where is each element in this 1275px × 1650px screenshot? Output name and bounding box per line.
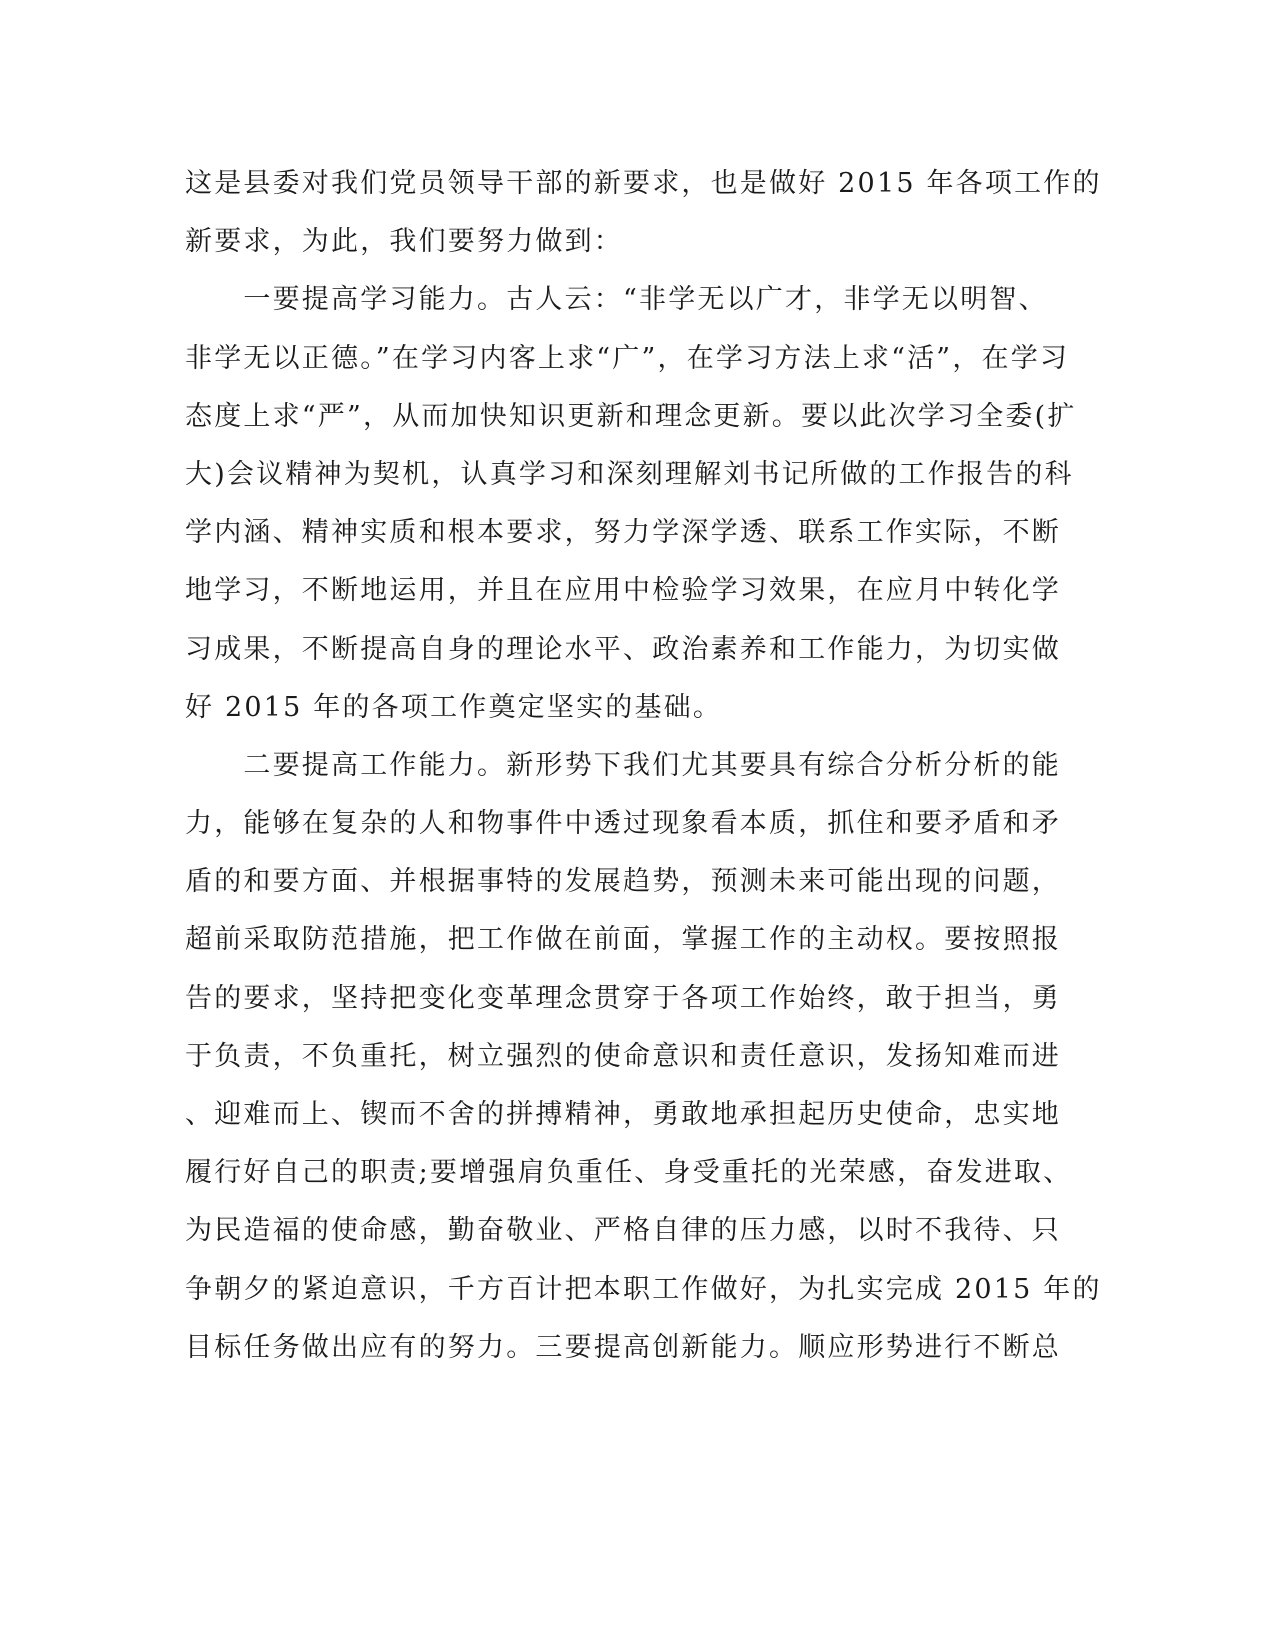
text-line-2: 新要求，为此，我们要努力做到：	[185, 226, 623, 258]
text-line-18: 履行好自己的职责;要增强肩负重任、身受重托的光荣感，奋发进取、	[185, 1157, 1073, 1189]
text-line-20: 争朝夕的紧迫意识，千方百计把本职工作做好，为扎实完成 2015 年的	[185, 1273, 1102, 1305]
text-line-1: 这是县委对我们党员领导干部的新要求，也是做好 2015 年各项工作的	[185, 168, 1102, 199]
text-line-6: 大)会议精神为契机，认真学习和深刻理解刘书记所做的工作报告的科	[185, 458, 1074, 490]
text-line-9: 习成果，不断提高自身的理论水平、政治素养和工作能力，为切实做	[185, 633, 1061, 665]
text-line-4: 非学无以正德。”在学习内客上求“广”，在学习方法上求“活”，在学习	[185, 342, 1070, 374]
text-line-16: 于负责，不负重托，树立强烈的使命意识和责任意识，发扬知难而进	[185, 1040, 1061, 1072]
text-line-7: 学内涵、精神实质和根本要求，努力学深学透、联系工作实际，不断	[185, 517, 1061, 549]
text-line-8: 地学习，不断地运用，并且在应用中检验学习效果，在应月中转化学	[185, 575, 1061, 607]
text-line-12: 力，能够在复杂的人和物事件中透过现象看本质，抓住和要矛盾和矛	[185, 808, 1061, 840]
text-line-14: 超前采取防范措施，把工作做在前面，掌握工作的主动权。要按照报	[185, 924, 1061, 956]
text-line-11: 二要提高工作能力。新形势下我们尤其要具有综合分析分析的能	[185, 749, 1061, 781]
text-line-13: 盾的和要方面、并根据事特的发展趋势，预测未来可能出现的问题，	[185, 866, 1061, 898]
text-line-10: 好 2015 年的各项工作奠定坚实的基础。	[185, 691, 723, 723]
text-line-21: 目标任务做出应有的努力。三要提高创新能力。顺应形势进行不断总	[185, 1331, 1061, 1363]
body-text	[185, 155, 1102, 1377]
text-line-17: 、迎难而上、锲而不舍的拼搏精神，勇敢地承担起历史使命，忠实地	[185, 1099, 1061, 1130]
text-line-15: 告的要求，坚持把变化变革理念贯穿于各项工作始终，敢于担当，勇	[185, 982, 1061, 1014]
text-line-5: 态度上求“严”，从而加快知识更新和理念更新。要以此次学习全委(扩	[185, 400, 1077, 432]
text-line-3: 一要提高学习能力。古人云：“非学无以广才，非学无以明智、	[185, 284, 1048, 316]
text-line-19: 为民造福的使命感，勤奋敬业、严格自律的压力感，以时不我待、只	[185, 1215, 1061, 1247]
